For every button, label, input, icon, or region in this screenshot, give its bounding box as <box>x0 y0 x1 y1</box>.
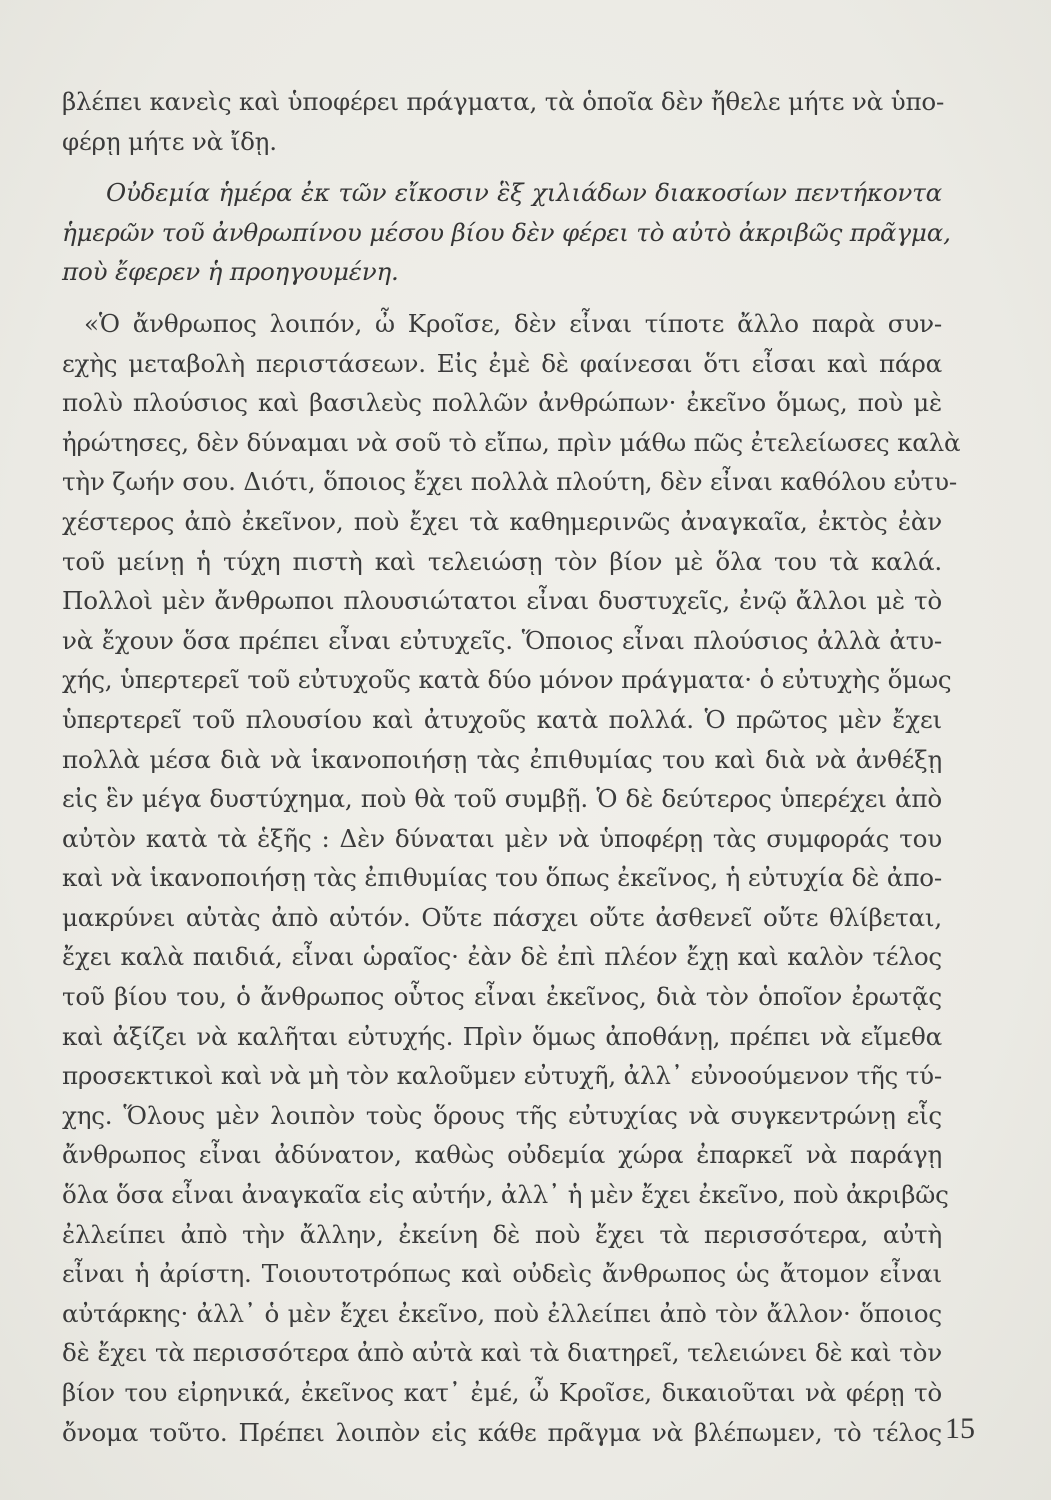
text-line: τοῦ μείνῃ ἡ τύχη πιστὴ καὶ τελειώσῃ τὸν βίον μὲ ὅλα του τὰ καλά. <box>62 546 942 576</box>
text-line: ἠρώτησες, δὲν δύναμαι νὰ σοῦ τὸ εἴπω, πρὶν μάθω πῶς ἐτελείωσες καλὰ <box>62 427 961 457</box>
text-line: νὰ ἔχουν ὅσα πρέπει εἶναι εὐτυχεῖς. Ὅποιος εἶναι πλούσιος ἀλλὰ ἀτυ- <box>62 625 942 655</box>
text-line: ἐλλείπει ἀπὸ τὴν ἄλλην, ἐκείνη δὲ ποὺ ἔχει τὰ περισσότερα, αὐτὴ <box>62 1219 942 1249</box>
text-line: ἡμερῶν τοῦ ἀνθρωπίνου μέσου βίου δὲν φέρει τὸ αὐτὸ ἀκριβῶς πρᾶγμα, <box>62 217 951 247</box>
paragraph-italic-quote <box>62 173 951 292</box>
text-line: Οὐδεμία ἡμέρα ἐκ τῶν εἴκοσιν ἓξ χιλιάδων διακοσίων πεντήκοντα <box>106 178 942 208</box>
text-line: καὶ ἀξίζει νὰ καλῆται εὐτυχής. Πρὶν ὅμως ἀποθάνῃ, πρέπει νὰ εἴμεθα <box>62 1021 942 1051</box>
text-line: τοῦ βίου του, ὁ ἄνθρωπος οὗτος εἶναι ἐκεῖνος, διὰ τὸν ὁποῖον ἐρωτᾷς <box>62 982 942 1012</box>
text-line: Πολλοὶ μὲν ἄνθρωποι πλουσιώτατοι εἶναι δυστυχεῖς, ἐνῷ ἄλλοι μὲ τὸ <box>62 586 942 616</box>
text-line: ὅλα ὅσα εἶναι ἀναγκαῖα εἰς αὐτήν, ἀλλ᾿ ἡ μὲν ἔχει ἐκεῖνο, ποὺ ἀκριβῶς <box>62 1180 949 1210</box>
text-line: τὴν ζωήν σου. Διότι, ὅποιος ἔχει πολλὰ πλούτη, δὲν εἶναι καθόλου εὐτυ- <box>62 467 957 497</box>
text-line: χης. Ὅλους μὲν λοιπὸν τοὺς ὅρους τῆς εὐτυχίας νὰ συγκεντρώνῃ εἷς <box>62 1100 942 1130</box>
text-line: εἶναι ἡ ἀρίστη. Τοιουτοτρόπως καὶ οὐδεὶς ἄνθρωπος ὡς ἄτομον εἶναι <box>62 1259 942 1289</box>
text-line: ἔχει καλὰ παιδιά, εἶναι ὡραῖος· ἐὰν δὲ ἐπὶ πλέον ἔχῃ καὶ καλὸν τέλος <box>62 942 942 972</box>
text-line: εχὴς μεταβολὴ περιστάσεων. Εἰς ἐμὲ δὲ φαίνεσαι ὅτι εἶσαι καὶ πάρα <box>62 348 942 378</box>
text-line: ποὺ ἔφερεν ἡ προηγουμένη. <box>62 257 399 287</box>
text-line: βίον του εἰρηνικά, ἐκεῖνος κατ᾿ ἐμέ, ὦ Κροῖσε, δικαιοῦται νὰ φέρῃ τὸ <box>62 1378 942 1407</box>
text-line: εἰς ἓν μέγα δυστύχημα, ποὺ θὰ τοῦ συμβῇ. Ὁ δὲ δεύτερος ὑπερέχει ἀπὸ <box>62 784 942 814</box>
text-line: βλέπει κανεὶς καὶ ὑποφέρει πράγματα, τὰ ὁποῖα δὲν ἤθελε μήτε νὰ ὑπο- <box>62 87 945 116</box>
text-line: αὐτὸν κατὰ τὰ ἑξῆς : Δὲν δύναται μὲν νὰ ὑποφέρῃ τὰς συμφοράς του <box>62 823 942 853</box>
text-line: δὲ ἔχει τὰ περισσότερα ἀπὸ αὐτὰ καὶ τὰ διατηρεῖ, τελειώνει δὲ καὶ τὸν <box>62 1338 942 1368</box>
text-line: μακρύνει αὐτὰς ἀπὸ αὐτόν. Οὔτε πάσχει οὔτε ἀσθενεῖ οὔτε θλίβεται, <box>62 902 942 932</box>
paragraph-continuation <box>62 82 945 161</box>
text-line: προσεκτικοὶ καὶ νὰ μὴ τὸν καλοῦμεν εὐτυχῆ, ἀλλ᾿ εὐνοούμενον τῆς τύ- <box>62 1061 942 1091</box>
text-line: χής, ὑπερτερεῖ τοῦ εὐτυχοῦς κατὰ δύο μόνον πράγματα· ὁ εὐτυχὴς ὅμως <box>62 665 952 695</box>
text-line: ἄνθρωπος εἶναι ἀδύνατον, καθὼς οὐδεμία χώρα ἐπαρκεῖ νὰ παράγῃ <box>62 1140 942 1170</box>
text-line: πολὺ πλούσιος καὶ βασιλεὺς πολλῶν ἀνθρώπων· ἐκεῖνο ὅμως, ποὺ μὲ <box>62 388 942 418</box>
text-line: χέστερος ἀπὸ ἐκεῖνον, ποὺ ἔχει τὰ καθημερινῶς ἀναγκαῖα, ἐκτὸς ἐὰν <box>62 506 942 536</box>
text-line: ὄνομα τοῦτο. Πρέπει λοιπὸν εἰς κάθε πρᾶγμα νὰ βλέπωμεν, τὸ τέλος <box>62 1417 942 1447</box>
text-line: πολλὰ μέσα διὰ νὰ ἱκανοποιήσῃ τὰς ἐπιθυμίας του καὶ διὰ νὰ ἀνθέξῃ <box>62 744 942 774</box>
text-line: καὶ νὰ ἱκανοποιήσῃ τὰς ἐπιθυμίας του ὅπως ἐκεῖνος, ἡ εὐτυχία δὲ ἀπο- <box>62 863 942 893</box>
text-line: «Ὁ ἄνθρωπος λοιπόν, ὦ Κροῖσε, δὲν εἶναι τίποτε ἄλλο παρὰ συν- <box>84 308 942 338</box>
text-line: ὑπερτερεῖ τοῦ πλουσίου καὶ ἀτυχοῦς κατὰ πολλά. Ὁ πρῶτος μὲν ἔχει <box>62 704 942 734</box>
text-line: αὐτάρκης· ἀλλ᾿ ὁ μὲν ἔχει ἐκεῖνο, ποὺ ἐλλείπει ἀπὸ τὸν ἄλλον· ὅποιος <box>62 1298 942 1328</box>
page-number: 15 <box>945 1412 975 1445</box>
text-line: φέρῃ μήτε νὰ ἴδῃ. <box>62 126 277 156</box>
